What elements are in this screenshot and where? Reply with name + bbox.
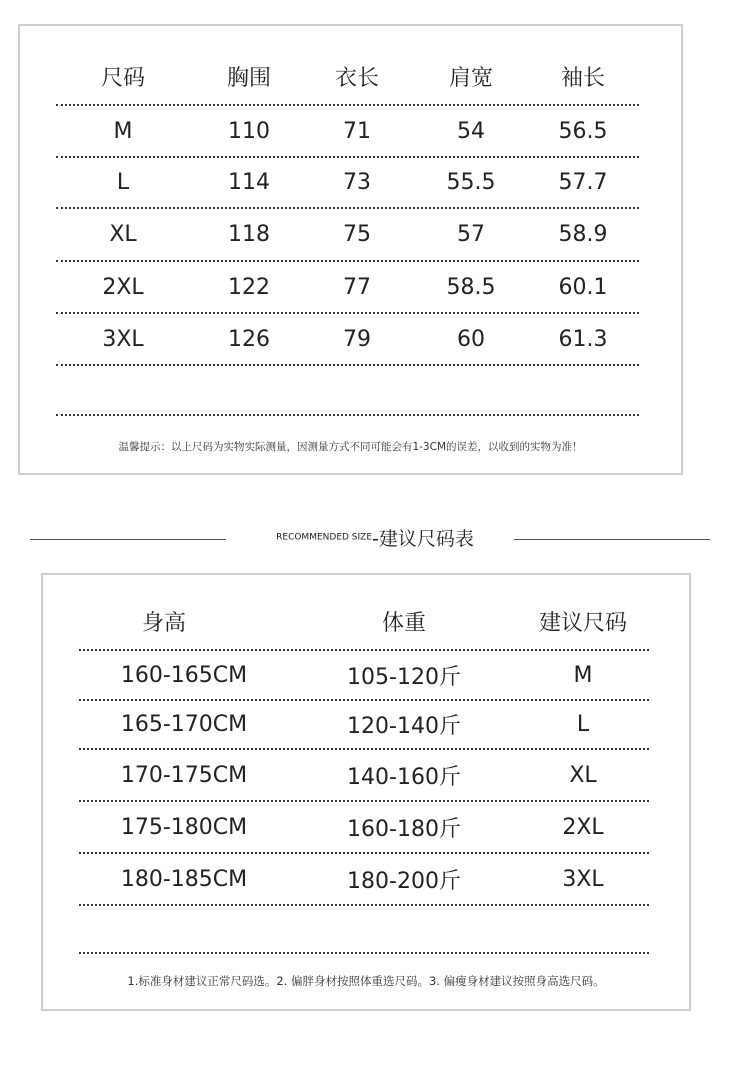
sleeve-cell: 60.1 — [558, 274, 608, 300]
height-cell: 165-170CM — [120, 712, 248, 737]
length-cell: 77 — [343, 274, 371, 300]
section-title — [0, 524, 750, 551]
chest-cell: 114 — [228, 170, 270, 195]
height-cell: 175-180CM — [120, 814, 248, 840]
recommend-chart-note: 1.标准身材建议正常尺码选。2. 偏胖身材按照体重选尺码。3. 偏瘦身材建议按照身高选尺码。 — [127, 974, 605, 988]
height-cell: 160-165CM — [120, 662, 248, 688]
table-row — [79, 651, 649, 701]
table-row — [79, 750, 649, 802]
size-chart-table — [18, 24, 683, 475]
section-divider — [0, 520, 750, 556]
size-cell: XL — [109, 222, 137, 247]
divider-line-right — [514, 539, 710, 540]
weight-cell: 160-180斤 — [347, 816, 461, 842]
table-row — [56, 106, 639, 158]
size-cell: 2XL — [102, 274, 144, 300]
length-cell: 75 — [343, 222, 371, 247]
length-cell: 71 — [343, 118, 371, 144]
sleeve-cell: 61.3 — [558, 326, 608, 352]
suggested-size-cell: 3XL — [562, 866, 604, 892]
header-sleeve: 袖长 — [560, 65, 605, 91]
table-row — [56, 158, 639, 209]
shoulder-cell: 55.5 — [446, 170, 496, 195]
height-cell: 170-175CM — [120, 762, 248, 788]
shoulder-cell: 57 — [457, 222, 485, 247]
chest-cell: 122 — [228, 274, 270, 300]
shoulder-cell: 54 — [457, 118, 485, 144]
suggested-size-cell: 2XL — [562, 814, 604, 840]
sleeve-cell: 58.9 — [558, 222, 608, 247]
size-cell: 3XL — [102, 326, 144, 352]
table-row — [56, 262, 639, 314]
header-length: 衣长 — [334, 65, 379, 91]
section-title-en: RECOMMENDED SIZE — [276, 532, 373, 543]
length-cell: 79 — [343, 326, 371, 352]
suggested-size-cell: M — [573, 662, 593, 688]
table-row — [79, 701, 649, 750]
table-row — [56, 209, 639, 262]
sleeve-cell: 56.5 — [558, 118, 608, 144]
weight-cell: 140-160斤 — [347, 764, 461, 790]
size-cell: L — [116, 170, 130, 195]
sleeve-cell: 57.7 — [558, 170, 608, 195]
suggested-size-cell: XL — [569, 762, 597, 788]
shoulder-cell: 58.5 — [446, 274, 496, 300]
suggested-size-cell: L — [576, 712, 590, 737]
chest-cell: 126 — [228, 326, 270, 352]
section-title-cn: -建议尺码表 — [372, 528, 474, 550]
height-cell: 180-185CM — [120, 866, 248, 892]
empty-row — [79, 906, 649, 954]
shoulder-cell: 60 — [457, 326, 485, 352]
header-weight: 体重 — [381, 610, 426, 636]
weight-cell: 180-200斤 — [347, 868, 461, 894]
table-row — [79, 854, 649, 906]
chest-cell: 110 — [228, 118, 270, 144]
weight-cell: 105-120斤 — [347, 664, 461, 690]
header-size: 尺码 — [100, 65, 145, 91]
header-shoulder: 肩宽 — [448, 65, 493, 91]
table-row — [79, 802, 649, 854]
header-height: 身高 — [141, 610, 186, 636]
size-cell: M — [113, 118, 133, 144]
empty-row — [56, 366, 639, 416]
size-chart-header-row — [56, 48, 639, 106]
weight-cell: 120-140斤 — [347, 714, 461, 739]
recommend-header-row — [79, 593, 649, 651]
size-chart-note: 温馨提示：以上尺码为实物实际测量，因测量方式不同可能会有1-3CM的误差，以收到的实物为准！ — [118, 441, 583, 453]
recommend-chart-table — [41, 573, 691, 1011]
chest-cell: 118 — [228, 222, 270, 247]
length-cell: 73 — [343, 170, 371, 195]
header-suggested-size: 建议尺码 — [538, 610, 627, 636]
table-row — [56, 314, 639, 366]
header-chest: 胸围 — [226, 65, 271, 91]
